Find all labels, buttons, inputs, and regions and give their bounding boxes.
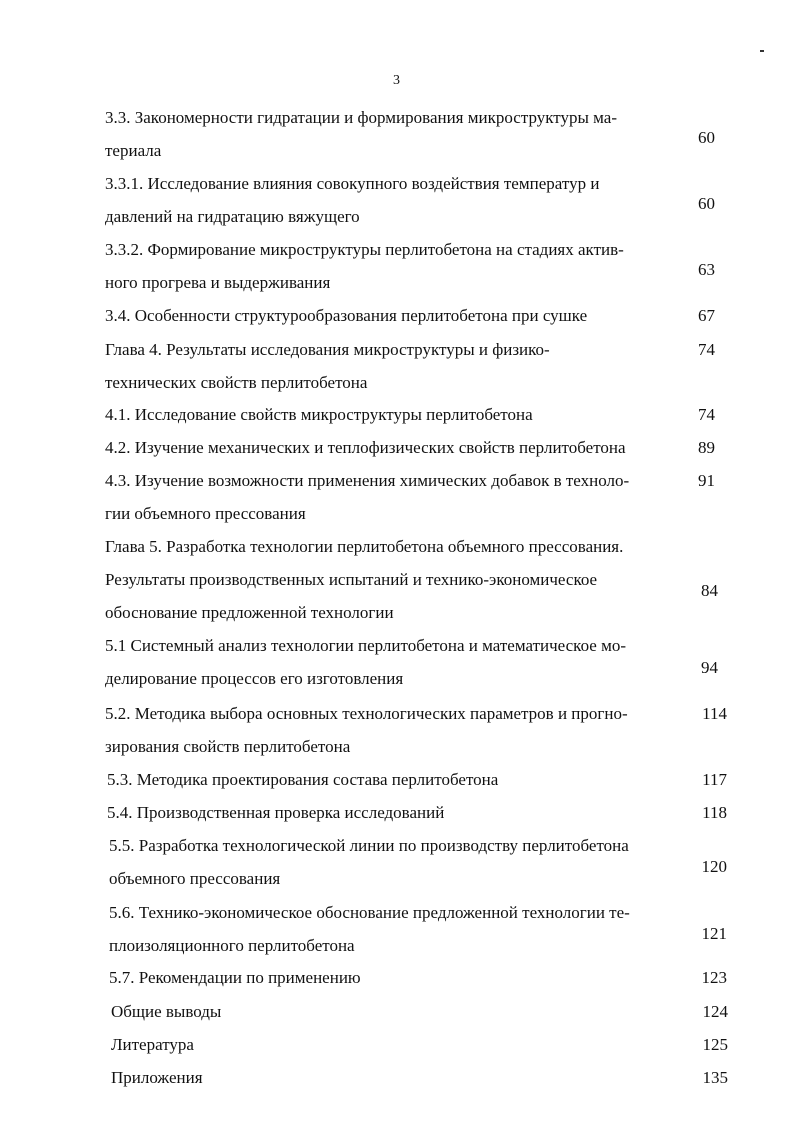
toc-entry-title-line: 3.3.1. Исследование влияния совокупного воздействия температур и bbox=[105, 174, 600, 193]
toc-entry-page: 125 bbox=[702, 1035, 728, 1054]
toc-entry-title-line: 4.2. Изучение механических и теплофизических свойств перлитобетона bbox=[105, 438, 626, 457]
toc-entry-title-line: обоснование предложенной технологии bbox=[105, 603, 394, 622]
toc-entry-title-line: 4.1. Исследование свойств микроструктуры перлитобетона bbox=[105, 405, 533, 424]
toc-entry-title-line: 5.4. Производственная проверка исследований bbox=[107, 803, 445, 822]
toc-entry-page: 135 bbox=[702, 1068, 728, 1087]
toc-entry-page: 89 bbox=[698, 438, 715, 457]
toc-entry-title-line: 3.3. Закономерности гидратации и формирования микроструктуры ма- bbox=[105, 108, 618, 127]
toc-entry-page: 67 bbox=[698, 306, 715, 325]
toc-entry-title-line: объемного прессования bbox=[109, 869, 281, 888]
toc-entry-page: 124 bbox=[702, 1002, 728, 1021]
toc-entry-title-line: 5.7. Рекомендации по применению bbox=[109, 968, 361, 987]
toc-entry-page: 121 bbox=[701, 924, 727, 943]
toc-entry-page: 117 bbox=[702, 770, 727, 789]
toc-entry-page: 60 bbox=[698, 128, 715, 147]
toc-entry-title-line: 5.6. Технико-экономическое обоснование предложенной технологии те- bbox=[109, 903, 630, 922]
toc-entry-title-line: ного прогрева и выдерживания bbox=[105, 273, 331, 292]
toc-entry-title-line: делирование процессов его изготовления bbox=[105, 669, 404, 688]
toc-entry-page: 84 bbox=[701, 581, 718, 600]
scan-speck bbox=[760, 50, 764, 52]
toc-entry-page: 60 bbox=[698, 194, 715, 213]
toc-entry-title-line: 3.3.2. Формирование микроструктуры перлитобетона на стадиях актив- bbox=[105, 240, 624, 259]
toc-entry-title-line: териала bbox=[105, 141, 162, 160]
toc-entry-page: 74 bbox=[698, 340, 715, 359]
toc-entry-title-line: 5.5. Разработка технологической линии по производству перлитобетона bbox=[109, 836, 629, 855]
toc-entry-title-line: 3.4. Особенности структурообразования перлитобетона при сушке bbox=[105, 306, 588, 325]
toc-entry-page: 123 bbox=[701, 968, 727, 987]
toc-entry-title-line: 5.1 Системный анализ технологии перлитобетона и математическое мо- bbox=[105, 636, 626, 655]
toc-entry-title-line: Результаты производственных испытаний и технико-экономическое bbox=[105, 570, 598, 589]
toc-entry-title-line: 5.2. Методика выбора основных технологических параметров и прогно- bbox=[105, 704, 628, 723]
toc-entry-page: 74 bbox=[698, 405, 715, 424]
toc-entry-page: 118 bbox=[702, 803, 727, 822]
toc-entry-page: 120 bbox=[701, 857, 727, 876]
toc-entry-title-line: Литература bbox=[111, 1035, 194, 1054]
toc-entry-page: 91 bbox=[698, 471, 715, 490]
toc-entry-title-line: Общие выводы bbox=[111, 1002, 222, 1021]
toc-entry-title-line: Глава 4. Результаты исследования микроструктуры и физико- bbox=[105, 340, 550, 359]
toc-entry-page: 94 bbox=[701, 658, 718, 677]
toc-entry-title-line: давлений на гидратацию вяжущего bbox=[105, 207, 360, 226]
toc-entry-page: 63 bbox=[698, 260, 715, 279]
toc-entry-title-line: Приложения bbox=[111, 1068, 203, 1087]
toc-entry-page: 114 bbox=[702, 704, 727, 723]
page-number: 3 bbox=[393, 73, 400, 88]
toc-entry-title-line: плоизоляционного перлитобетона bbox=[109, 936, 355, 955]
toc-entry-title-line: 5.3. Методика проектирования состава перлитобетона bbox=[107, 770, 499, 789]
toc-entry-title-line: зирования свойств перлитобетона bbox=[105, 737, 351, 756]
toc-entry-title-line: технических свойств перлитобетона bbox=[105, 373, 368, 392]
toc-entry-title-line: 4.3. Изучение возможности применения химических добавок в техноло- bbox=[105, 471, 630, 490]
toc-entry-title-line: Глава 5. Разработка технологии перлитобетона объемного прессования. bbox=[105, 537, 624, 556]
toc-entry-title-line: гии объемного прессования bbox=[105, 504, 306, 523]
